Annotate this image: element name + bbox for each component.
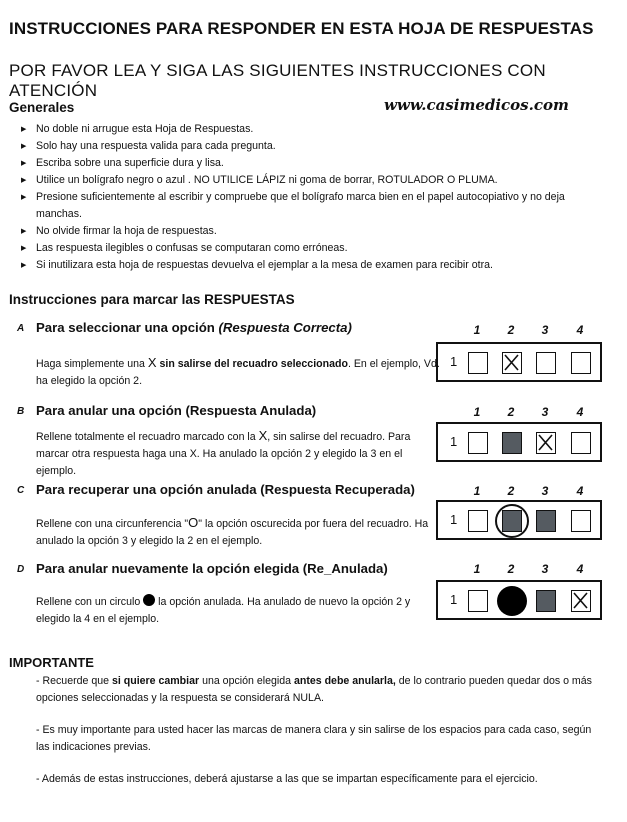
- answer-cell: [536, 432, 556, 454]
- example-box-a: [436, 342, 602, 382]
- filled-circle-icon: [143, 594, 155, 606]
- answer-cell: [468, 590, 488, 612]
- page-title: INSTRUCCIONES PARA RESPONDER EN ESTA HOJA DE RESPUESTAS: [9, 19, 594, 38]
- option-letter: B: [17, 406, 25, 417]
- generales-heading: Generales: [9, 100, 75, 115]
- answer-cell: [502, 352, 522, 374]
- generales-list: [18, 121, 603, 274]
- answer-cell: [468, 510, 488, 532]
- list-item: ▶ No doble ni arrugue esta Hoja de Respuestas.: [18, 121, 603, 138]
- site-url: www.casimedicos.com: [384, 96, 569, 114]
- answer-cell: [571, 590, 591, 612]
- list-item: ▶ Escriba sobre una superficie dura y lisa.: [18, 155, 603, 172]
- filled-circle-icon: [497, 586, 527, 616]
- option-description: Rellene con una circunferencia "O" la opción oscurecida por fuera del recuadro. Ha anulado la opción 3 y elegido la 2 en el ejemplo.: [36, 515, 429, 547]
- answer-cell: [468, 352, 488, 374]
- list-item: ▶ Utilice un bolígrafo negro o azul . NO UTILICE LÁPIZ ni goma de borrar, ROTULADOR O PLUMA.: [18, 172, 603, 189]
- list-item: ▶ Presione suficientemente al escribir y compruebe que el bolígrafo marca bien en el papel autocopiativo y no deja manchas.: [18, 189, 603, 223]
- importante-paragraph: - Además de estas instrucciones, deberá ajustarse a las que se impartan específicamente para el ejercicio.: [36, 773, 538, 785]
- importante-paragraph: - Es muy importante para usted hacer las marcas de manera clara y sin salirse de los espacios para cada caso, según las indicaciones previas.: [36, 724, 592, 753]
- page-subtitle: POR FAVOR LEA Y SIGA LAS SIGUIENTES INSTRUCCIONES CON ATENCIÓN: [9, 61, 546, 100]
- list-item: ▶ Las respuesta ilegibles o confusas se computaran como erróneas.: [18, 240, 603, 257]
- option-letter: A: [17, 323, 25, 334]
- answer-cell: [571, 510, 591, 532]
- list-item: ▶ No olvide firmar la hoja de respuestas.: [18, 223, 603, 240]
- row-label: 1: [450, 592, 458, 607]
- row-label: 1: [450, 434, 458, 449]
- answer-cell-filled: [502, 432, 522, 454]
- example-box-c: [436, 500, 602, 540]
- answer-cell-filled: [536, 510, 556, 532]
- option-title: Para anular nuevamente la opción elegida (Re_Anulada): [36, 561, 388, 576]
- option-title: Para anular una opción (Respuesta Anulada): [36, 403, 317, 418]
- answer-cell: [571, 432, 591, 454]
- x-mark-icon: [572, 591, 589, 610]
- answer-cell: [536, 352, 556, 374]
- answer-cell: [468, 432, 488, 454]
- option-description: Rellene con un circulo la opción anulada. Ha anulado de nuevo la opción 2 y elegido la 4 en el ejemplo.: [36, 596, 411, 625]
- option-title: Para seleccionar una opción (Respuesta Correcta): [36, 320, 352, 335]
- option-letter: C: [17, 485, 25, 496]
- example-box-d: [436, 580, 602, 620]
- row-label: 1: [450, 512, 458, 527]
- row-label: 1: [450, 354, 458, 369]
- option-letter: D: [17, 564, 25, 575]
- list-item: ▶ Solo hay una respuesta valida para cada pregunta.: [18, 138, 603, 155]
- option-description: Haga simplemente una X sin salirse del recuadro seleccionado. En el ejemplo, Vd. ha elegido la opción 2.: [36, 355, 440, 387]
- answer-cell-filled: [536, 590, 556, 612]
- x-mark-icon: [537, 433, 554, 452]
- list-item: ▶ Si inutilizara esta hoja de respuestas devuelva el ejemplar a la mesa de examen para recibir otra.: [18, 257, 603, 274]
- importante-heading: IMPORTANTE: [9, 655, 94, 670]
- option-title: Para recuperar una opción anulada (Respuesta Recuperada): [36, 482, 415, 497]
- example-box-b: [436, 422, 602, 462]
- option-description: Rellene totalmente el recuadro marcado con la X, sin salirse del recuadro. Para marcar otra respuesta haga una X. Ha anulado la opción 2 y elegido la 3 en el ejemplo.: [36, 428, 411, 477]
- answer-cell: [571, 352, 591, 374]
- marcar-heading: Instrucciones para marcar las RESPUESTAS: [9, 292, 295, 307]
- x-mark-icon: [503, 353, 520, 372]
- circle-mark-icon: [495, 504, 529, 538]
- importante-paragraph: - Recuerde que si quiere cambiar una opción elegida antes debe anularla, de lo contrario pueden quedar dos o más opciones seleccionadas y la respuesta se considerará NULA.: [36, 675, 592, 704]
